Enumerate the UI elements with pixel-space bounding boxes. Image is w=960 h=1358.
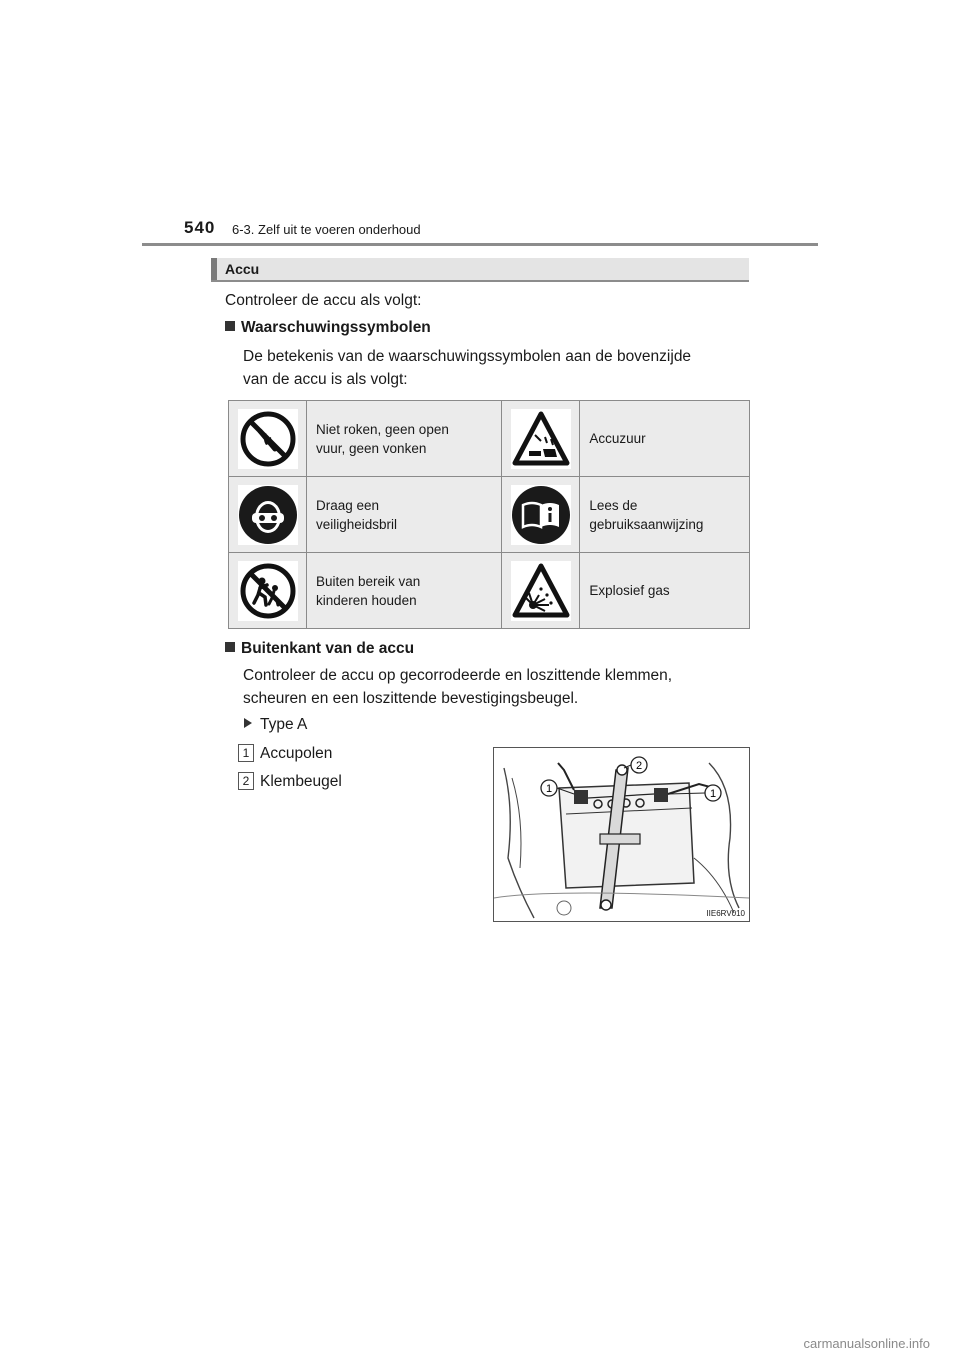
exterior-desc-line1: Controleer de accu op gecorrodeerde en loszittende klemmen, [243, 667, 673, 684]
symbol-label-line: Buiten bereik van [316, 573, 421, 589]
battery-acid-icon [511, 409, 571, 469]
section-bar [211, 258, 749, 282]
arrow-right-icon [244, 718, 252, 728]
legend-item [238, 743, 332, 765]
symbol-cell [229, 477, 307, 553]
bullet-square-icon [225, 642, 235, 652]
symbol-cell [502, 401, 580, 477]
battery-drawing [494, 748, 749, 921]
exterior-desc-line2: scheuren en een loszittende bevestigingsbeugel. [243, 690, 579, 707]
battery-illustration [493, 747, 750, 922]
legend-number: 2 [238, 772, 254, 790]
symbol-label [307, 401, 502, 477]
symbol-label-line: vuur, geen vonken [316, 440, 427, 456]
warning-desc-line1: De betekenis van de waarschuwingssymbolen aan de bovenzijde [243, 348, 692, 365]
legend-label: Klembeugel [260, 773, 342, 790]
callout-2: 2 [635, 760, 643, 772]
section-title: Accu [225, 261, 260, 277]
exterior-heading [225, 638, 414, 660]
table-row [229, 553, 750, 629]
table-row [229, 401, 750, 477]
symbol-label [580, 553, 750, 629]
symbol-label [307, 553, 502, 629]
symbol-label-line: gebruiksaanwijzing [589, 516, 704, 532]
symbol-label-line: Niet roken, geen open [316, 421, 449, 437]
symbol-label [580, 477, 750, 553]
header-rule [142, 243, 818, 246]
warning-heading [225, 317, 431, 339]
symbol-label [580, 401, 750, 477]
symbol-label [307, 477, 502, 553]
symbol-label-line: Accuzuur [589, 431, 646, 446]
callout-1-left: 1 [545, 783, 553, 795]
symbol-cell [229, 401, 307, 477]
keep-away-children-icon [238, 561, 298, 621]
symbol-label-line: Explosief gas [589, 583, 670, 598]
section-marker [211, 258, 217, 280]
symbols-table [228, 400, 750, 629]
legend-item [238, 771, 342, 793]
symbol-cell [229, 553, 307, 629]
callout-1-right: 1 [709, 788, 717, 800]
table-row [229, 477, 750, 553]
exterior-heading-text: Buitenkant van de accu [241, 640, 415, 657]
warning-heading-text: Waarschuwingssymbolen [241, 319, 431, 336]
no-smoking-icon [238, 409, 298, 469]
legend-number: 1 [238, 744, 254, 762]
type-label [244, 714, 307, 736]
type-label-text: Type A [260, 716, 308, 733]
explosive-gas-icon [511, 561, 571, 621]
symbol-cell [502, 553, 580, 629]
chapter-title: 6-3. Zelf uit te voeren onderhoud [232, 222, 421, 237]
warning-desc-line2: van de accu is als volgt: [243, 371, 408, 388]
symbol-label-line: Lees de [589, 497, 638, 513]
page-number: 540 [184, 218, 216, 237]
symbol-label-line: kinderen houden [316, 592, 417, 608]
symbol-label-line: Draag een [316, 497, 380, 513]
intro-text: Controleer de accu als volgt: [225, 292, 422, 309]
safety-goggles-icon [238, 485, 298, 545]
symbol-label-line: veiligheidsbril [316, 516, 398, 532]
figure-code: IIE6RV010 [706, 909, 745, 918]
symbol-cell [502, 477, 580, 553]
watermark: carmanualsonline.info [803, 1336, 930, 1351]
bullet-square-icon [225, 321, 235, 331]
legend-label: Accupolen [260, 745, 333, 762]
read-manual-icon [511, 485, 571, 545]
